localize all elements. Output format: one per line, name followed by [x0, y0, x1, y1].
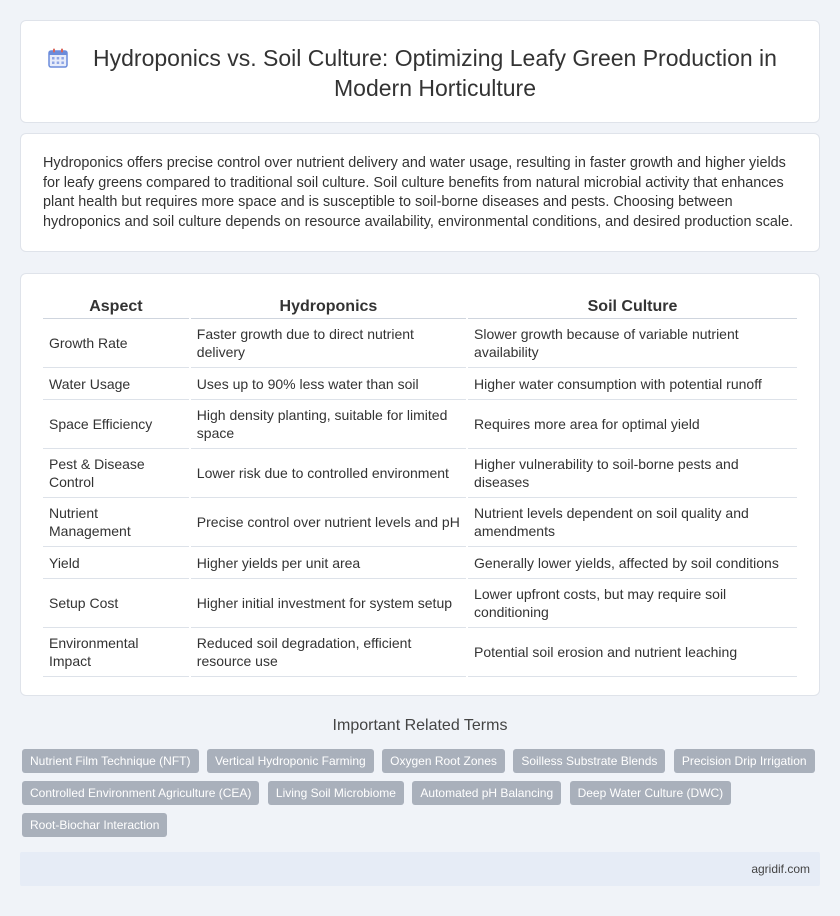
aspect-cell: Water Usage — [43, 368, 189, 400]
aspect-cell: Pest & Disease Control — [43, 449, 189, 498]
table-row — [43, 628, 797, 677]
footer-site-link[interactable]: agridif.com — [751, 862, 810, 876]
table-row — [43, 498, 797, 547]
related-term-tag[interactable]: Automated pH Balancing — [412, 781, 561, 805]
soil-culture-cell: Higher water consumption with potential runoff — [468, 368, 797, 400]
aspect-cell: Growth Rate — [43, 319, 189, 368]
related-term-tag[interactable]: Oxygen Root Zones — [382, 749, 505, 773]
table-row — [43, 547, 797, 579]
table-row — [43, 579, 797, 628]
table-row — [43, 319, 797, 368]
related-term-tag[interactable]: Nutrient Film Technique (NFT) — [22, 749, 199, 773]
related-term-tag[interactable]: Deep Water Culture (DWC) — [570, 781, 732, 805]
soil-culture-cell: Higher vulnerability to soil-borne pests and diseases — [468, 449, 797, 498]
hydroponics-cell: Faster growth due to direct nutrient delivery — [191, 319, 466, 368]
comparison-table — [41, 294, 799, 677]
hydroponics-cell: Lower risk due to controlled environment — [191, 449, 466, 498]
intro-card — [20, 133, 820, 252]
hydroponics-cell: High density planting, suitable for limited space — [191, 400, 466, 449]
related-term-tag[interactable]: Soilless Substrate Blends — [513, 749, 665, 773]
header-card — [20, 20, 820, 123]
related-term-tag[interactable]: Root-Biochar Interaction — [22, 813, 167, 837]
related-term-tag[interactable]: Controlled Environment Agriculture (CEA) — [22, 781, 259, 805]
aspect-cell: Setup Cost — [43, 579, 189, 628]
table-row — [43, 400, 797, 449]
soil-culture-cell: Potential soil erosion and nutrient leaching — [468, 628, 797, 677]
soil-culture-cell: Slower growth because of variable nutrient availability — [468, 319, 797, 368]
hydroponics-cell: Uses up to 90% less water than soil — [191, 368, 466, 400]
related-terms-heading: Important Related Terms — [332, 717, 508, 734]
related-term-tag[interactable]: Living Soil Microbiome — [268, 781, 404, 805]
aspect-cell: Yield — [43, 547, 189, 579]
hydroponics-cell: Higher yields per unit area — [191, 547, 466, 579]
aspect-cell: Space Efficiency — [43, 400, 189, 449]
aspect-cell: Environmental Impact — [43, 628, 189, 677]
soil-culture-cell: Lower upfront costs, but may require soil conditioning — [468, 579, 797, 628]
column-header-hydroponics: Hydroponics — [191, 294, 466, 319]
table-header-row — [43, 294, 797, 319]
page-title: Hydroponics vs. Soil Culture: Optimizing Leafy Green Production in Modern Horticulture — [93, 45, 777, 101]
related-terms-list — [22, 749, 822, 845]
intro-paragraph: Hydroponics offers precise control over nutrient delivery and water usage, resulting in faster growth and higher yields for leafy greens compared to traditional soil culture. Soil culture benefits from natural microbial activity that enhances plant health but requires more space and is susceptible to soil-borne diseases and pests. Choosing between hydroponics and soil culture depends on resource availability, environmental conditions, and desired production scale. — [43, 155, 794, 230]
soil-culture-cell: Nutrient levels dependent on soil quality and amendments — [468, 498, 797, 547]
hydroponics-cell: Reduced soil degradation, efficient resource use — [191, 628, 466, 677]
hydroponics-cell: Higher initial investment for system setup — [191, 579, 466, 628]
column-header-soil-culture: Soil Culture — [468, 294, 797, 319]
hydroponics-cell: Precise control over nutrient levels and pH — [191, 498, 466, 547]
soil-culture-cell: Generally lower yields, affected by soil conditions — [468, 547, 797, 579]
table-row — [43, 449, 797, 498]
soil-culture-cell: Requires more area for optimal yield — [468, 400, 797, 449]
table-row — [43, 368, 797, 400]
footer-bar — [20, 852, 820, 886]
aspect-cell: Nutrient Management — [43, 498, 189, 547]
related-term-tag[interactable]: Precision Drip Irrigation — [674, 749, 815, 773]
comparison-card — [20, 273, 820, 696]
related-term-tag[interactable]: Vertical Hydroponic Farming — [207, 749, 374, 773]
column-header-aspect: Aspect — [43, 294, 189, 319]
